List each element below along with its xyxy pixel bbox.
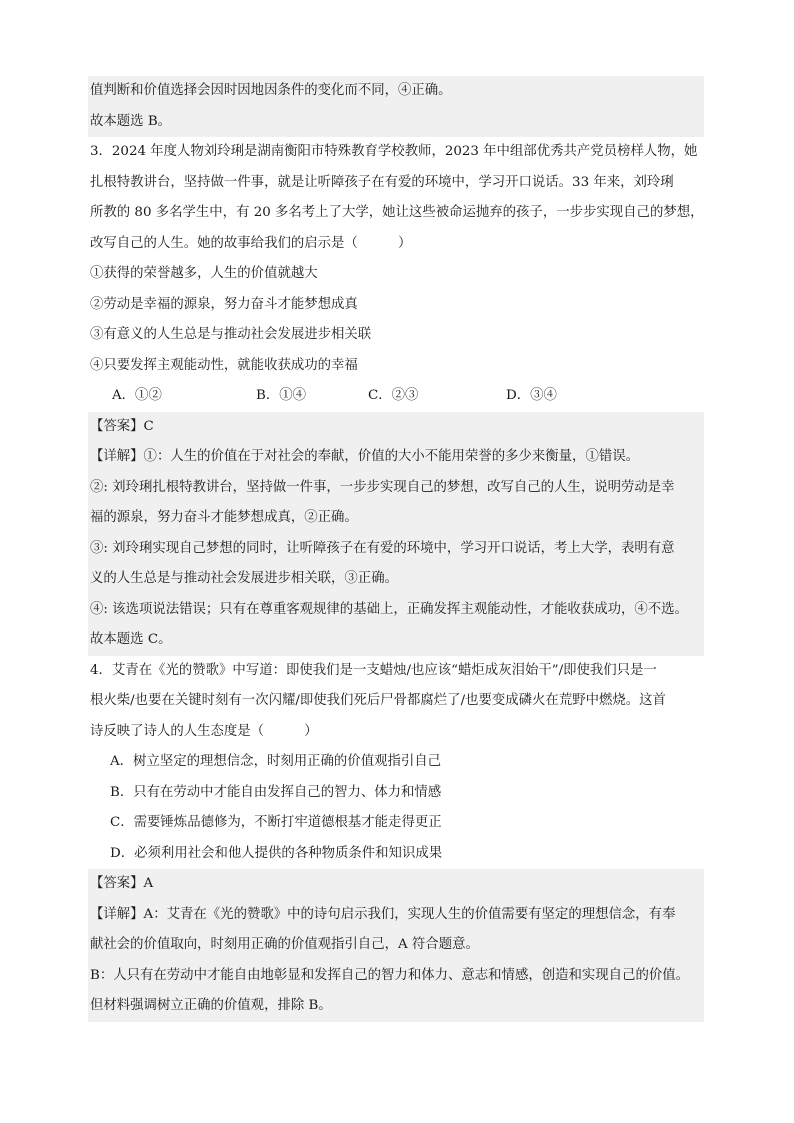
explanation-text: 义的人生总是与推动社会发展进步相关联，③正确。 [88, 564, 704, 595]
explanation-text: ④: 该选项说法错误；只有在尊重客观规律的基础上，正确发挥主观能动性，才能收获成功，④不选。 [88, 595, 704, 626]
question-4-option-c: C．需要锤炼品德修为，不断打牢道德根基才能走得更正 [110, 815, 442, 830]
question-3-statement-1: ①获得的荣誉越多，人生的价值就越大 [90, 266, 318, 281]
question-4-stem: 根火柴/也要在关键时刻有一次闪耀/即使我们死后尸骨都腐烂了/也要变成磷火在荒野中燃烧。这首 [90, 693, 666, 708]
option-a: A．①② [112, 388, 162, 403]
explanation-text: ③: 刘玲琍实现自己梦想的同时，让听障孩子在有爱的环境中，学习开口说话，考上大学，表明有意 [88, 534, 704, 565]
question-4-option-b: B．只有在劳动中才能自由发挥自己的智力、体力和情感 [110, 784, 442, 800]
question-4-stem: 诗反映了诗人的人生态度是（ ） [90, 723, 318, 739]
option-b: B．①④ [256, 388, 307, 403]
question-4-option-d: D．必须利用社会和他人提供的各种物质条件和知识成果 [110, 845, 443, 861]
analysis-text: 值判断和价值选择会因时因地因条件的变化而不同，④正确。 [88, 76, 704, 107]
explanation-text: 【详解】①：人生的价值在于对社会的奉献，价值的大小不能用荣誉的多少来衡量，①错误。 [88, 442, 704, 473]
document-body [88, 76, 704, 1022]
question-3-stem: 所教的 80 多名学生中，有 20 多名考上了大学，她让这些被命运抛弃的孩子，一步步实现自己的梦想， [90, 205, 704, 220]
answer-label: 【答案】A [88, 869, 704, 900]
option-c: C．②③ [368, 388, 419, 403]
explanation-text: 但材料强调树立正确的价值观，排除 B。 [88, 991, 704, 1022]
question-3-options [88, 381, 704, 412]
explanation-text: ②: 刘玲琍扎根特教讲台，坚持做一件事，一步步实现自己的梦想，改写自己的人生，说明劳动是幸 [88, 473, 704, 504]
question-3-stem: 扎根特教讲台，坚持做一件事，就是让听障孩子在有爱的环境中，学习开口说话。33 年来，刘玲琍 [90, 174, 674, 190]
explanation-text: 【详解】A：艾青在《光的赞歌》中的诗句启示我们，实现人生的价值需要有坚定的理想信念，有奉 [88, 900, 704, 931]
question-3-statement-3: ③有意义的人生总是与推动社会发展进步相关联 [90, 327, 372, 342]
option-d: D．③④ [506, 388, 557, 403]
explanation-text: 福的源泉，努力奋斗才能梦想成真，②正确。 [88, 503, 704, 534]
answer-label: 【答案】C [88, 412, 704, 443]
conclusion-text: 故本题选 B。 [88, 107, 704, 138]
question-3-statement-4: ④只要发挥主观能动性，就能收获成功的幸福 [90, 357, 358, 373]
conclusion-text: 故本题选 C。 [88, 625, 704, 656]
question-4-option-a: A．树立坚定的理想信念，时刻用正确的价值观指引自己 [110, 754, 442, 769]
question-3-stem: 改写自己的人生。她的故事给我们的启示是（ ） [90, 235, 412, 251]
question-4-stem: 4．艾青在《光的赞歌》中写道：即使我们是一支蜡烛/也应该“蜡炬成灰泪始干”/即使我们只是一 [90, 662, 657, 678]
explanation-text: 献社会的价值取向，时刻用正确的价值观指引自己，A 符合题意。 [88, 930, 704, 961]
explanation-text: B：人只有在劳动中才能自由地彰显和发挥自己的智力和体力、意志和情感，创造和实现自己的价值。 [88, 961, 704, 992]
question-3-statement-2: ②劳动是幸福的源泉，努力奋斗才能梦想成真 [90, 296, 358, 312]
question-3-stem: 3．2024 年度人物刘玲琍是湖南衡阳市特殊教育学校教师，2023 年中组部优秀共产党员榜样人物，她 [90, 144, 698, 159]
